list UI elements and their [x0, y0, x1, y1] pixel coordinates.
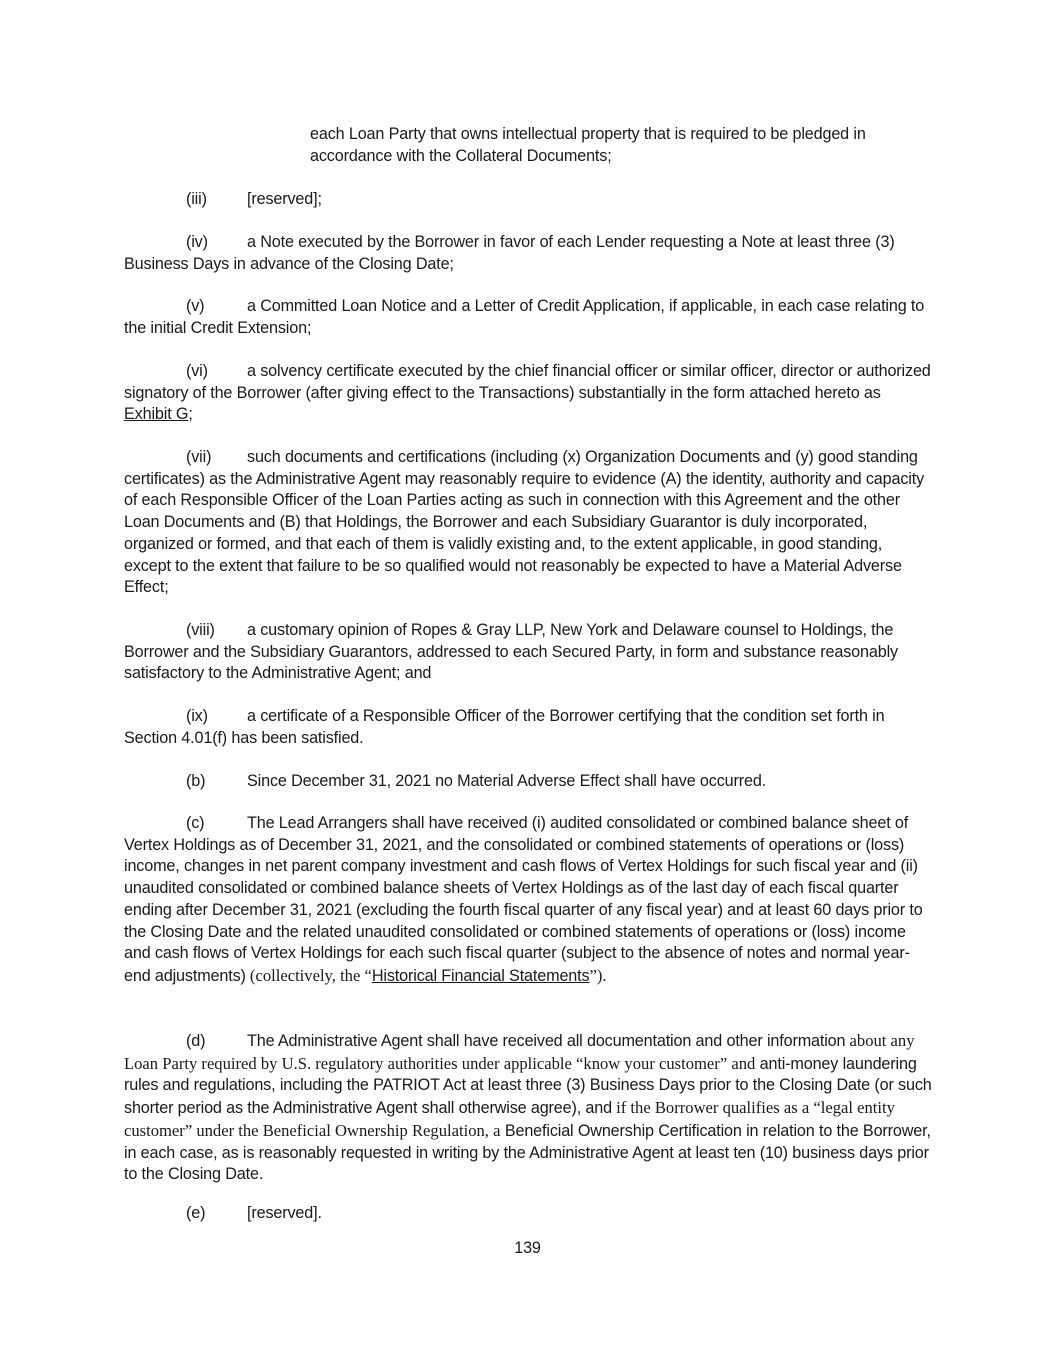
- section-label: (d): [186, 1032, 206, 1050]
- section-text-serif: if the Borrower qualifies as a “legal entity customer” under the Beneficial Ownership Regulation, a: [124, 1098, 895, 1140]
- clause-vi: [124, 361, 932, 426]
- clause-text: a customary opinion of Ropes & Gray LLP, New York and Delaware counsel to Holdings, the Borrower and the Subsidiary Guarantors, addressed to each Secured Party, in form and substance reasonably satisfactory to the Administrative Agent; and: [124, 621, 898, 683]
- section-text: Since December 31, 2021 no Material Adverse Effect shall have occurred.: [247, 772, 767, 790]
- clause-label: (ix): [186, 707, 208, 725]
- clause-label: (vi): [186, 362, 208, 380]
- clause-text: [reserved];: [247, 190, 322, 208]
- section-text: The Lead Arrangers shall have received (i) audited consolidated or combined balance sheet of Vertex Holdings as of December 31, 2021, and the consolidated or combined statements of operations or (loss) income, changes in net parent company investment and cash flows of Vertex Holdings for such fiscal year and (ii) unaudited consolidated or combined balance sheets of Vertex Holdings as of the last day of each fiscal quarter ending after December 31, 2021 (excluding the fourth fiscal quarter of any fiscal year) and at least 60 days prior to the Closing Date and the related unaudited consolidated or combined statements of operations or (loss) income and cash flows of Vertex Holdings for each such fiscal quarter (subject to the absence of notes and normal year-end adjustments): [124, 814, 923, 985]
- clause-label: (iv): [186, 233, 208, 251]
- section-text: The Administrative Agent shall have received all documentation and other information: [247, 1032, 846, 1050]
- section-c: [124, 813, 932, 988]
- exhibit-g-reference: Exhibit G: [124, 405, 189, 424]
- section-text: anti-money laundering rules and regulations, including the PATRIOT Act at least three (3) Business Days prior to the Closing Date (or such shorter period as the Administrative Agent shall otherwise agree), and: [124, 1054, 932, 1118]
- clause-text: a Note executed by the Borrower in favor of each Lender requesting a Note at least three (3) Business Days in advance of the Closing Date;: [124, 233, 895, 273]
- section-label: (e): [186, 1204, 206, 1222]
- section-text-serif: about any Loan Party required by U.S. regulatory authorities under applicable “know your customer” and: [124, 1031, 915, 1073]
- clause-text: a Committed Loan Notice and a Letter of Credit Application, if applicable, in each case relating to the initial Credit Extension;: [124, 297, 925, 337]
- clause-text: a solvency certificate executed by the chief financial officer or similar officer, director or authorized signatory of the Borrower (after giving effect to the Transactions) substantially in the form attached hereto as: [124, 362, 931, 402]
- section-text-serif: (collectively, the “: [245, 965, 372, 985]
- clause-vii: [124, 447, 932, 599]
- section-text: [reserved].: [247, 1204, 322, 1222]
- clause-iv: [124, 232, 932, 275]
- section-e: [124, 1203, 932, 1225]
- paragraph-text: each Loan Party that owns intellectual property that is required to be pledged in accordance with the Collateral Documents;: [310, 125, 866, 165]
- section-b: [124, 771, 932, 793]
- page-number: 139: [514, 1239, 541, 1257]
- clause-viii: [124, 620, 932, 685]
- clause-label: (v): [186, 297, 205, 315]
- section-label: (c): [186, 814, 205, 832]
- clause-iii: [124, 189, 932, 211]
- historical-financial-statements-term: Historical Financial Statements: [371, 966, 590, 985]
- section-label: (b): [186, 772, 206, 790]
- clause-label: (vii): [186, 448, 212, 466]
- section-text-serif-end: ”).: [589, 965, 607, 985]
- clause-label: (viii): [186, 621, 215, 639]
- clause-label: (iii): [186, 190, 207, 208]
- paragraph-continuation: [310, 124, 930, 167]
- clause-text-end: ;: [188, 405, 193, 424]
- clause-text: such documents and certifications (including (x) Organization Documents and (y) good standing certificates) as the Administrative Agent may reasonably require to evidence (A) the identity, authority and capacity of each Responsible Officer of the Loan Parties acting as such in connection with this Agreement and the other Loan Documents and (B) that Holdings, the Borrower and each Subsidiary Guarantor is duly incorporated, organized or formed, and that each of them is validly existing and, to the extent applicable, in good standing, except to the extent that failure to be so qualified would not reasonably be expected to have a Material Adverse Effect;: [124, 448, 925, 597]
- section-text: Beneficial Ownership Certification in relation to the Borrower, in each case, as is reasonably requested in writing by the Administrative Agent at least ten (10) business days prior to the Closing Date.: [124, 1121, 931, 1184]
- section-d: [124, 1030, 932, 1186]
- clause-v: [124, 296, 932, 339]
- clause-ix: [124, 706, 932, 749]
- clause-text: a certificate of a Responsible Officer of the Borrower certifying that the condition set forth in Section 4.01(f) has been satisfied.: [124, 707, 885, 747]
